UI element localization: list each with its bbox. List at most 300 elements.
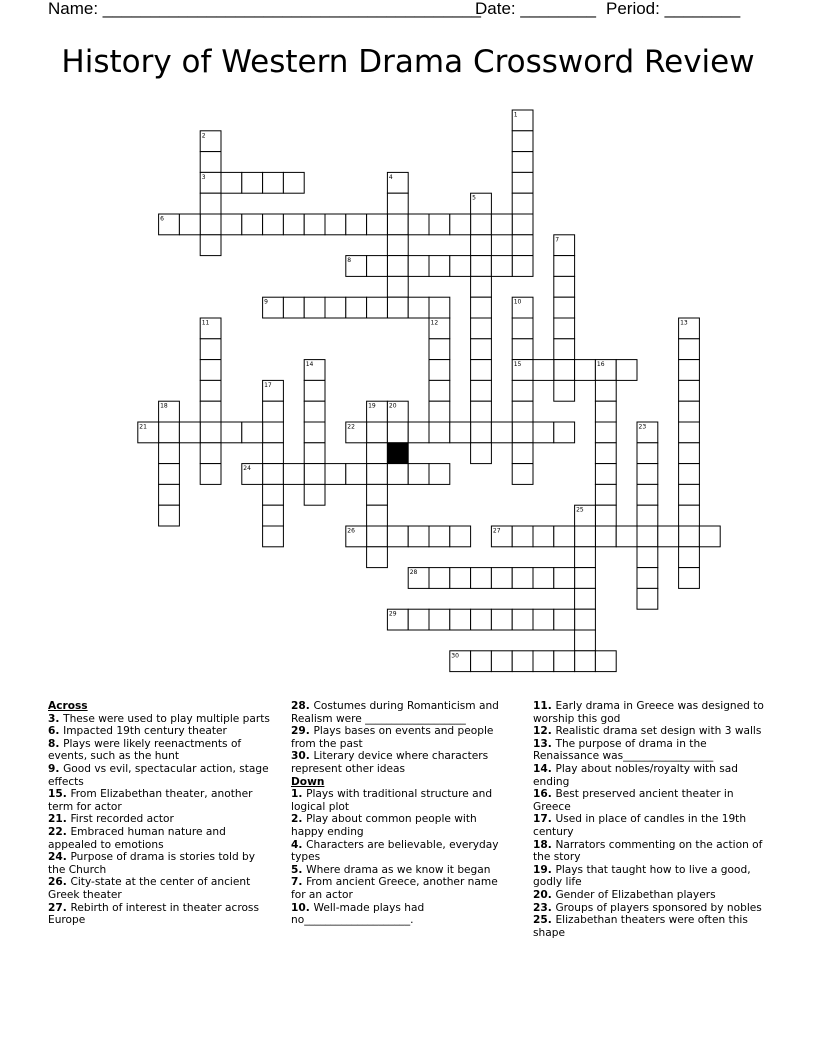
clue-number: 12 xyxy=(430,319,439,327)
grid-cell[interactable] xyxy=(512,318,533,339)
grid-cell[interactable] xyxy=(450,256,471,277)
grid-cell[interactable] xyxy=(367,505,388,526)
grid-cell[interactable] xyxy=(575,526,596,547)
grid-cell[interactable] xyxy=(263,484,284,505)
grid-cell[interactable] xyxy=(429,526,450,547)
across-clue xyxy=(48,851,270,876)
clue-text: Embraced human nature and appealed to emotions xyxy=(48,825,226,851)
grid-cell[interactable] xyxy=(491,422,512,443)
clue-column-2 xyxy=(291,700,513,927)
grid-cell[interactable] xyxy=(283,214,304,235)
grid-cell[interactable] xyxy=(554,318,575,339)
clue-number: 20. xyxy=(533,888,556,901)
grid-cell[interactable] xyxy=(512,464,533,485)
grid-cell[interactable] xyxy=(637,505,658,526)
clue-text: Impacted 19th century theater xyxy=(63,725,227,738)
grid-cell[interactable] xyxy=(304,214,325,235)
clue-number: 21. xyxy=(48,813,71,826)
grid-cell[interactable] xyxy=(325,214,346,235)
across-clue xyxy=(291,700,513,725)
grid-cell[interactable] xyxy=(533,609,554,630)
grid-cell[interactable] xyxy=(346,464,367,485)
grid-cell[interactable] xyxy=(263,526,284,547)
grid-cell[interactable] xyxy=(367,297,388,318)
grid-cell[interactable] xyxy=(637,443,658,464)
grid-cell[interactable] xyxy=(512,380,533,401)
grid-cell[interactable] xyxy=(637,568,658,589)
grid-cell[interactable] xyxy=(575,360,596,381)
grid-cell[interactable] xyxy=(554,568,575,589)
across-clue xyxy=(291,725,513,750)
grid-cell[interactable] xyxy=(263,172,284,193)
grid-cell[interactable] xyxy=(471,297,492,318)
across-heading: Across xyxy=(48,700,88,712)
clue-text: The purpose of drama in the Renaissance was_________________ xyxy=(533,737,714,763)
down-clue xyxy=(291,813,513,838)
grid-cell[interactable] xyxy=(346,297,367,318)
clue-list xyxy=(48,700,778,1020)
grid-cell[interactable] xyxy=(512,152,533,173)
grid-cell[interactable] xyxy=(429,360,450,381)
down-clue xyxy=(291,876,513,901)
grid-cell[interactable] xyxy=(429,256,450,277)
grid-cell[interactable] xyxy=(200,193,221,214)
grid-cell[interactable] xyxy=(450,214,471,235)
grid-cell[interactable] xyxy=(387,526,408,547)
grid-cell[interactable] xyxy=(429,380,450,401)
grid-cell[interactable] xyxy=(533,568,554,589)
grid-cell[interactable] xyxy=(408,214,429,235)
grid-cell[interactable] xyxy=(679,547,700,568)
clue-number: 28. xyxy=(291,700,314,712)
down-clue xyxy=(533,788,765,813)
grid-cell[interactable] xyxy=(512,526,533,547)
down-clue xyxy=(533,864,765,889)
grid-cell[interactable] xyxy=(512,193,533,214)
clue-text: Early drama in Greece was designed to worship this god xyxy=(533,700,764,725)
clue-number: 2 xyxy=(201,132,206,140)
grid-cell[interactable] xyxy=(408,422,429,443)
clue-text: Where drama as we know it began xyxy=(306,863,491,876)
clue-number: 10 xyxy=(513,298,522,306)
grid-cell[interactable] xyxy=(554,256,575,277)
grid-cell[interactable] xyxy=(263,422,284,443)
grid-cell[interactable] xyxy=(471,651,492,672)
grid-cell[interactable] xyxy=(512,401,533,422)
grid-cell[interactable] xyxy=(159,484,180,505)
grid-cell[interactable] xyxy=(512,422,533,443)
grid-cell[interactable] xyxy=(575,547,596,568)
grid-cell[interactable] xyxy=(429,339,450,360)
grid-cell[interactable] xyxy=(595,505,616,526)
clue-number: 28 xyxy=(409,569,418,577)
grid-cell[interactable] xyxy=(679,484,700,505)
clue-number: 25. xyxy=(533,914,556,927)
grid-cell[interactable] xyxy=(554,609,575,630)
grid-cell[interactable] xyxy=(387,464,408,485)
grid-cell[interactable] xyxy=(679,526,700,547)
grid-cell[interactable] xyxy=(554,297,575,318)
clue-text: Narrators commenting on the action of the story xyxy=(533,838,763,864)
down-clue xyxy=(291,864,513,877)
grid-cell[interactable] xyxy=(471,276,492,297)
grid-cell[interactable] xyxy=(221,214,242,235)
clue-text: City-state at the center of ancient Greek theater xyxy=(48,876,251,901)
across-clue xyxy=(48,738,270,763)
grid-cell[interactable] xyxy=(408,464,429,485)
clue-number: 13 xyxy=(680,319,688,327)
grid-cell[interactable] xyxy=(637,464,658,485)
grid-cell[interactable] xyxy=(325,297,346,318)
clue-number: 17. xyxy=(533,813,556,826)
grid-cell[interactable] xyxy=(367,256,388,277)
grid-cell[interactable] xyxy=(554,422,575,443)
grid-cell[interactable] xyxy=(429,422,450,443)
grid-cell[interactable] xyxy=(575,568,596,589)
clue-text: Realistic drama set design with 3 walls xyxy=(555,725,762,738)
grid-cell[interactable] xyxy=(616,360,637,381)
grid-cell[interactable] xyxy=(179,422,200,443)
grid-cell[interactable] xyxy=(429,401,450,422)
grid-cell[interactable] xyxy=(304,401,325,422)
grid-cell[interactable] xyxy=(512,339,533,360)
grid-cell[interactable] xyxy=(263,464,284,485)
grid-cell[interactable] xyxy=(408,526,429,547)
clue-number: 26 xyxy=(347,527,355,535)
across-clue xyxy=(48,876,270,901)
grid-cell[interactable] xyxy=(283,297,304,318)
clue-number: 7 xyxy=(555,236,560,244)
grid-cell[interactable] xyxy=(325,464,346,485)
grid-cell[interactable] xyxy=(263,443,284,464)
grid-cell[interactable] xyxy=(367,464,388,485)
clue-text: Play about nobles/royalty with sad ending xyxy=(533,762,739,788)
clue-number: 29. xyxy=(291,725,314,738)
clue-number: 27 xyxy=(492,527,501,535)
grid-cell[interactable] xyxy=(491,651,512,672)
across-clue xyxy=(291,750,513,775)
grid-cell[interactable] xyxy=(242,422,263,443)
grid-cell[interactable] xyxy=(491,214,512,235)
clue-number: 3 xyxy=(201,173,206,181)
down-clue xyxy=(533,763,765,788)
grid-cell[interactable] xyxy=(367,526,388,547)
grid-cell[interactable] xyxy=(283,172,304,193)
grid-cell[interactable] xyxy=(471,443,492,464)
clue-number: 15 xyxy=(513,361,522,369)
down-clue xyxy=(291,788,513,813)
grid-cell[interactable] xyxy=(471,380,492,401)
clue-number: 15. xyxy=(48,788,71,801)
grid-cell[interactable] xyxy=(533,651,554,672)
clue-number: 13. xyxy=(533,737,556,750)
clue-number: 22. xyxy=(48,825,71,838)
grid-cell[interactable] xyxy=(367,484,388,505)
period-field-label[interactable]: Period: ________ xyxy=(606,0,741,18)
clue-text: Used in place of candles in the 19th century xyxy=(533,813,747,838)
grid-cell[interactable] xyxy=(637,547,658,568)
grid-cell[interactable] xyxy=(512,235,533,256)
grid-cell[interactable] xyxy=(159,443,180,464)
clue-number: 12. xyxy=(533,725,556,738)
grid-cell[interactable] xyxy=(429,464,450,485)
grid-cell[interactable] xyxy=(679,360,700,381)
grid-cell[interactable] xyxy=(471,422,492,443)
grid-cell[interactable] xyxy=(637,588,658,609)
grid-cell[interactable] xyxy=(679,568,700,589)
page-title: History of Western Drama Crossword Review xyxy=(61,44,755,80)
grid-cell[interactable] xyxy=(200,464,221,485)
grid-cell[interactable] xyxy=(554,380,575,401)
clue-number: 5. xyxy=(291,863,307,876)
grid-cell[interactable] xyxy=(512,443,533,464)
clue-text: Plays with traditional structure and logical plot xyxy=(291,788,493,813)
grid-cell[interactable] xyxy=(387,276,408,297)
grid-cell[interactable] xyxy=(200,214,221,235)
grid-cell[interactable] xyxy=(679,380,700,401)
down-clue xyxy=(533,902,765,915)
clue-number: 2. xyxy=(291,813,307,826)
grid-cell[interactable] xyxy=(221,422,242,443)
clue-number: 24. xyxy=(48,851,71,864)
clue-number: 4. xyxy=(291,838,307,851)
grid-cell[interactable] xyxy=(429,568,450,589)
clue-text: Elizabethan theaters were often this shape xyxy=(533,914,748,939)
grid-cell[interactable] xyxy=(387,422,408,443)
grid-cell[interactable] xyxy=(200,401,221,422)
grid-cell[interactable] xyxy=(554,276,575,297)
clue-number: 22 xyxy=(347,423,355,431)
grid-cell[interactable] xyxy=(387,235,408,256)
grid-cell[interactable] xyxy=(491,568,512,589)
clue-number: 18. xyxy=(533,838,556,851)
grid-cell[interactable] xyxy=(429,297,450,318)
grid-cell[interactable] xyxy=(575,630,596,651)
grid-cell[interactable] xyxy=(512,568,533,589)
clue-text: Plays bases on events and people from the past xyxy=(291,725,494,750)
grid-cell[interactable] xyxy=(575,588,596,609)
grid-cell[interactable] xyxy=(429,214,450,235)
grid-cell[interactable] xyxy=(679,443,700,464)
grid-cell[interactable] xyxy=(387,297,408,318)
grid-cell[interactable] xyxy=(367,443,388,464)
down-clue xyxy=(533,839,765,864)
grid-cell[interactable] xyxy=(637,484,658,505)
grid-cell[interactable] xyxy=(699,526,720,547)
clue-number: 26. xyxy=(48,876,71,889)
grid-cell[interactable] xyxy=(471,214,492,235)
across-clue xyxy=(48,713,270,726)
down-clue xyxy=(533,700,765,725)
clue-number: 14. xyxy=(533,762,556,775)
grid-cell[interactable] xyxy=(491,609,512,630)
grid-cell[interactable] xyxy=(512,609,533,630)
clue-number: 25 xyxy=(576,506,584,514)
clue-text: Purpose of drama is stories told by the Church xyxy=(48,851,256,876)
grid-cell[interactable] xyxy=(408,256,429,277)
across-clue xyxy=(48,826,270,851)
grid-cell[interactable] xyxy=(200,443,221,464)
grid-cell[interactable] xyxy=(450,422,471,443)
down-clue xyxy=(533,725,765,738)
down-clue xyxy=(533,813,765,838)
clue-text: Characters are believable, everyday types xyxy=(291,838,499,864)
clue-number: 30 xyxy=(451,652,459,660)
grid-cell[interactable] xyxy=(408,297,429,318)
clue-number: 17 xyxy=(264,381,272,389)
across-clue xyxy=(48,813,270,826)
grid-cell[interactable] xyxy=(616,526,637,547)
grid-cell[interactable] xyxy=(263,214,284,235)
grid-cell[interactable] xyxy=(304,484,325,505)
grid-cell[interactable] xyxy=(200,235,221,256)
clue-number: 4 xyxy=(388,173,393,181)
grid-cell[interactable] xyxy=(179,214,200,235)
clue-number: 6. xyxy=(48,725,64,738)
grid-cell[interactable] xyxy=(200,152,221,173)
grid-cell[interactable] xyxy=(512,131,533,152)
across-clue xyxy=(48,902,270,927)
grid-cell[interactable] xyxy=(387,214,408,235)
clue-number: 1 xyxy=(513,111,518,119)
grid-cell[interactable] xyxy=(263,401,284,422)
grid-cell[interactable] xyxy=(595,484,616,505)
grid-cell[interactable] xyxy=(283,464,304,485)
grid-cell[interactable] xyxy=(595,651,616,672)
grid-cell[interactable] xyxy=(512,172,533,193)
grid-cell[interactable] xyxy=(512,214,533,235)
clue-text: Costumes during Romanticism and Realism were ___________________ xyxy=(291,700,499,725)
grid-cell[interactable] xyxy=(471,235,492,256)
grid-cell[interactable] xyxy=(491,256,512,277)
grid-cell[interactable] xyxy=(679,422,700,443)
grid-cell[interactable] xyxy=(595,526,616,547)
clue-number: 8 xyxy=(347,257,352,265)
grid-cell[interactable] xyxy=(159,505,180,526)
clue-number: 10. xyxy=(291,901,314,914)
across-clue xyxy=(48,725,270,738)
grid-cell[interactable] xyxy=(679,505,700,526)
clue-number: 11 xyxy=(201,319,210,327)
grid-cell[interactable] xyxy=(367,422,388,443)
clue-number: 11. xyxy=(533,700,556,712)
grid-cell[interactable] xyxy=(533,526,554,547)
name-field-label[interactable]: Name: ________________________________________ xyxy=(48,0,481,18)
grid-cell[interactable] xyxy=(679,401,700,422)
down-clue xyxy=(291,839,513,864)
grid-cell[interactable] xyxy=(159,422,180,443)
clue-number: 16. xyxy=(533,788,556,801)
grid-cell[interactable] xyxy=(679,339,700,360)
grid-cell[interactable] xyxy=(471,318,492,339)
grid-cell[interactable] xyxy=(658,526,679,547)
clue-number: 9. xyxy=(48,762,64,775)
grid-cell[interactable] xyxy=(595,464,616,485)
grid-cell[interactable] xyxy=(554,651,575,672)
grid-cell[interactable] xyxy=(429,609,450,630)
grid-cell[interactable] xyxy=(304,422,325,443)
grid-cell[interactable] xyxy=(595,422,616,443)
grid-cell[interactable] xyxy=(595,401,616,422)
grid-cell[interactable] xyxy=(554,526,575,547)
grid-cell[interactable] xyxy=(450,609,471,630)
clue-column-3 xyxy=(533,700,765,939)
grid-cell[interactable] xyxy=(533,422,554,443)
grid-cell[interactable] xyxy=(450,568,471,589)
grid-cell[interactable] xyxy=(533,360,554,381)
grid-cell[interactable] xyxy=(242,172,263,193)
grid-cell[interactable] xyxy=(512,651,533,672)
grid-cell[interactable] xyxy=(554,360,575,381)
clue-text: Best preserved ancient theater in Greece xyxy=(533,788,734,813)
grid-cell[interactable] xyxy=(387,256,408,277)
grid-cell[interactable] xyxy=(637,526,658,547)
grid-cell[interactable] xyxy=(304,297,325,318)
clue-number: 21 xyxy=(139,423,147,431)
grid-cell[interactable] xyxy=(471,401,492,422)
clue-number: 20 xyxy=(388,402,397,410)
grid-cell[interactable] xyxy=(263,505,284,526)
grid-cell[interactable] xyxy=(304,464,325,485)
clue-number: 18 xyxy=(160,402,168,410)
grid-cell[interactable] xyxy=(304,443,325,464)
clue-number: 30. xyxy=(291,750,314,763)
clue-text: First recorded actor xyxy=(70,813,174,826)
clue-text: Plays that taught how to live a good, godly life xyxy=(533,863,751,889)
clue-number: 6 xyxy=(160,215,164,223)
clue-text: Rebirth of interest in theater across Europe xyxy=(48,901,259,927)
date-field-label[interactable]: Date: ________ xyxy=(475,0,596,18)
grid-cell[interactable] xyxy=(595,443,616,464)
grid-cell[interactable] xyxy=(221,172,242,193)
grid-cell[interactable] xyxy=(554,339,575,360)
grid-cell[interactable] xyxy=(367,547,388,568)
grid-cell[interactable] xyxy=(471,339,492,360)
grid-cell[interactable] xyxy=(200,380,221,401)
clue-column-1 xyxy=(48,700,270,927)
clue-number: 5 xyxy=(472,194,476,202)
grid-cell[interactable] xyxy=(679,464,700,485)
down-heading: Down xyxy=(291,775,325,788)
clue-number: 16 xyxy=(596,361,605,369)
grid-cell[interactable] xyxy=(471,568,492,589)
grid-cell[interactable] xyxy=(408,609,429,630)
clue-text: Well-made plays had no____________________. xyxy=(291,901,425,927)
grid-cell[interactable] xyxy=(242,214,263,235)
clue-text: Good vs evil, spectacular action, stage effects xyxy=(48,762,269,788)
grid-cell[interactable] xyxy=(595,380,616,401)
grid-cell[interactable] xyxy=(200,339,221,360)
down-clue xyxy=(533,738,765,763)
grid-cell[interactable] xyxy=(200,422,221,443)
grid-cell[interactable] xyxy=(450,526,471,547)
grid-cell[interactable] xyxy=(471,360,492,381)
grid-cell[interactable] xyxy=(575,651,596,672)
grid-cell[interactable] xyxy=(512,256,533,277)
grid-cell[interactable] xyxy=(471,256,492,277)
grid-cell[interactable] xyxy=(304,380,325,401)
across-clue xyxy=(48,788,270,813)
grid-cell[interactable] xyxy=(159,464,180,485)
grid-cell[interactable] xyxy=(387,193,408,214)
grid-cell[interactable] xyxy=(471,609,492,630)
clue-number: 29 xyxy=(388,610,397,618)
grid-cell[interactable] xyxy=(346,214,367,235)
grid-cell[interactable] xyxy=(200,360,221,381)
grid-cell[interactable] xyxy=(575,609,596,630)
grid-cell[interactable] xyxy=(367,214,388,235)
clue-number: 19 xyxy=(368,402,376,410)
